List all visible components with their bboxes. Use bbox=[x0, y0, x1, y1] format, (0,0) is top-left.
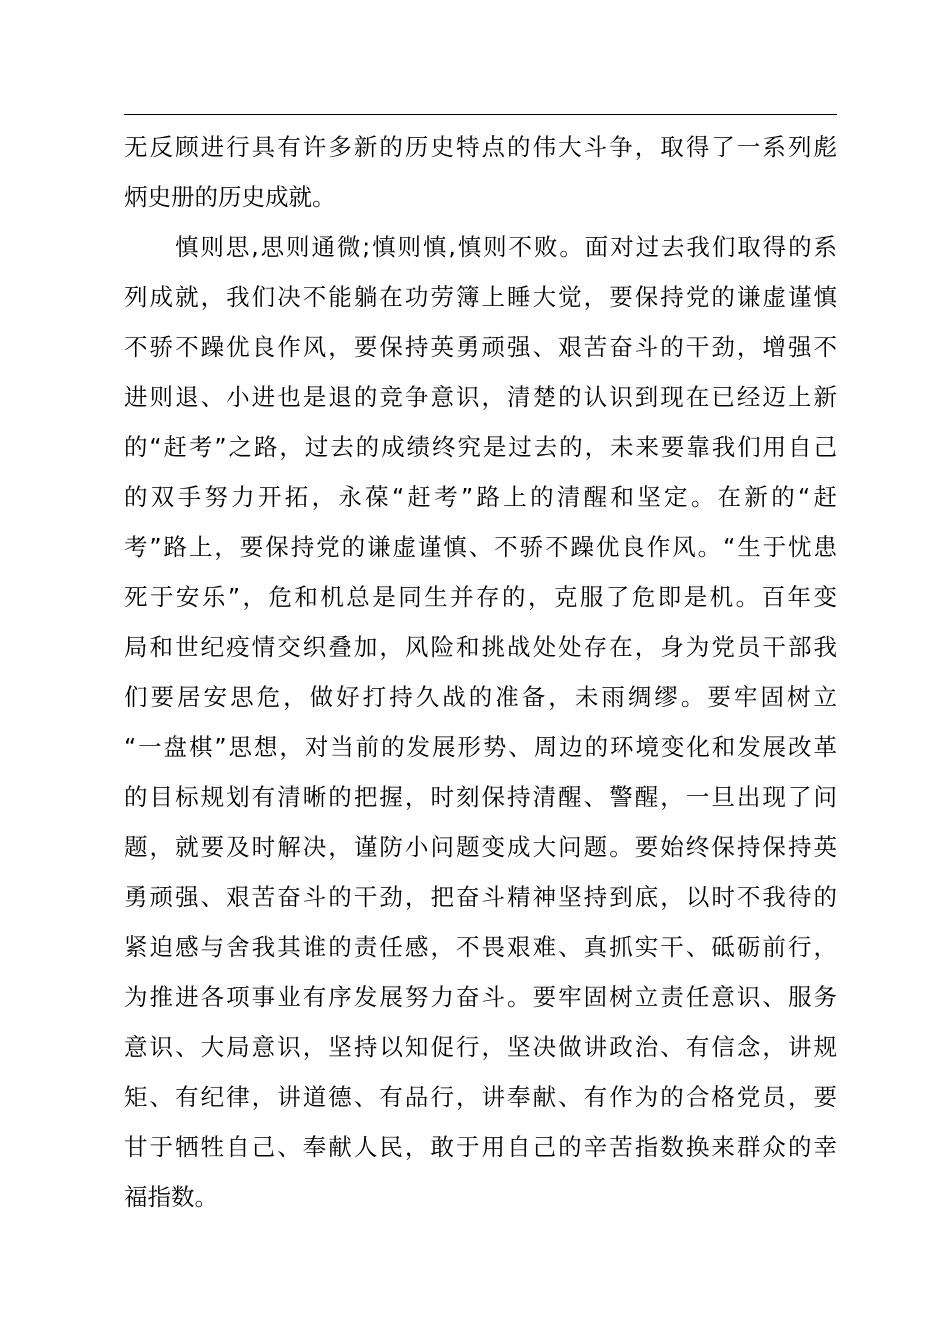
text-line: “一盘棋”思想，对当前的发展形势、周边的环境变化和发展改革 bbox=[124, 733, 837, 761]
text-line: 为推进各项事业有序发展努力奋斗。要牢固树立责任意识、服务 bbox=[124, 983, 837, 1011]
text-line: 考”路上，要保持党的谦虚谨慎、不骄不躁优良作风。“生于忧患 bbox=[124, 533, 837, 561]
text-line: 紧迫感与舍我其谁的责任感，不畏艰难、真抓实干、砥砺前行， bbox=[124, 933, 837, 961]
text-line: 勇顽强、艰苦奋斗的干劲，把奋斗精神坚持到底，以时不我待的 bbox=[124, 883, 837, 911]
text-line: 死于安乐”，危和机总是同生并存的，克服了危即是机。百年变 bbox=[124, 583, 837, 611]
text-line: 局和世纪疫情交织叠加，风险和挑战处处存在，身为党员干部我 bbox=[124, 633, 837, 661]
text-line: 福指数。 bbox=[124, 1183, 218, 1211]
header-rule bbox=[124, 114, 837, 115]
text-line: 炳史册的历史成就。 bbox=[124, 183, 336, 211]
text-line: 意识、大局意识，坚持以知促行，坚决做讲政治、有信念，讲规 bbox=[124, 1033, 837, 1061]
text-line: 列成就，我们决不能躺在功劳簿上睡大觉，要保持党的谦虚谨慎 bbox=[124, 283, 837, 311]
text-line: 进则退、小进也是退的竞争意识，清楚的认识到现在已经迈上新 bbox=[124, 383, 837, 411]
paragraph-2 bbox=[124, 222, 837, 1222]
text-line: 题，就要及时解决，谨防小问题变成大问题。要始终保持保持英 bbox=[124, 833, 837, 861]
text-line: 们要居安思危，做好打持久战的准备，未雨绸缪。要牢固树立 bbox=[124, 683, 837, 711]
text-line: 不骄不躁优良作风，要保持英勇顽强、艰苦奋斗的干劲，增强不 bbox=[124, 333, 837, 361]
text-line: 的双手努力开拓，永葆“赶考”路上的清醒和坚定。在新的“赶 bbox=[124, 483, 837, 511]
text-line: 无反顾进行具有许多新的历史特点的伟大斗争，取得了一系列彪 bbox=[124, 133, 837, 161]
text-line: 的目标规划有清晰的把握，时刻保持清醒、警醒，一旦出现了问 bbox=[124, 783, 837, 811]
text-line: 的“赶考”之路，过去的成绩终究是过去的，未来要靠我们用自己 bbox=[124, 433, 837, 461]
paragraph-1 bbox=[124, 122, 837, 222]
text-line: 甘于牺牲自己、奉献人民，敢于用自己的辛苦指数换来群众的幸 bbox=[124, 1133, 837, 1161]
text-line: 矩、有纪律，讲道德、有品行，讲奉献、有作为的合格党员，要 bbox=[124, 1083, 837, 1111]
document-body bbox=[124, 122, 837, 1222]
text-line: 慎则思,思则通微;慎则慎,慎则不败。面对过去我们取得的系 bbox=[175, 233, 837, 261]
